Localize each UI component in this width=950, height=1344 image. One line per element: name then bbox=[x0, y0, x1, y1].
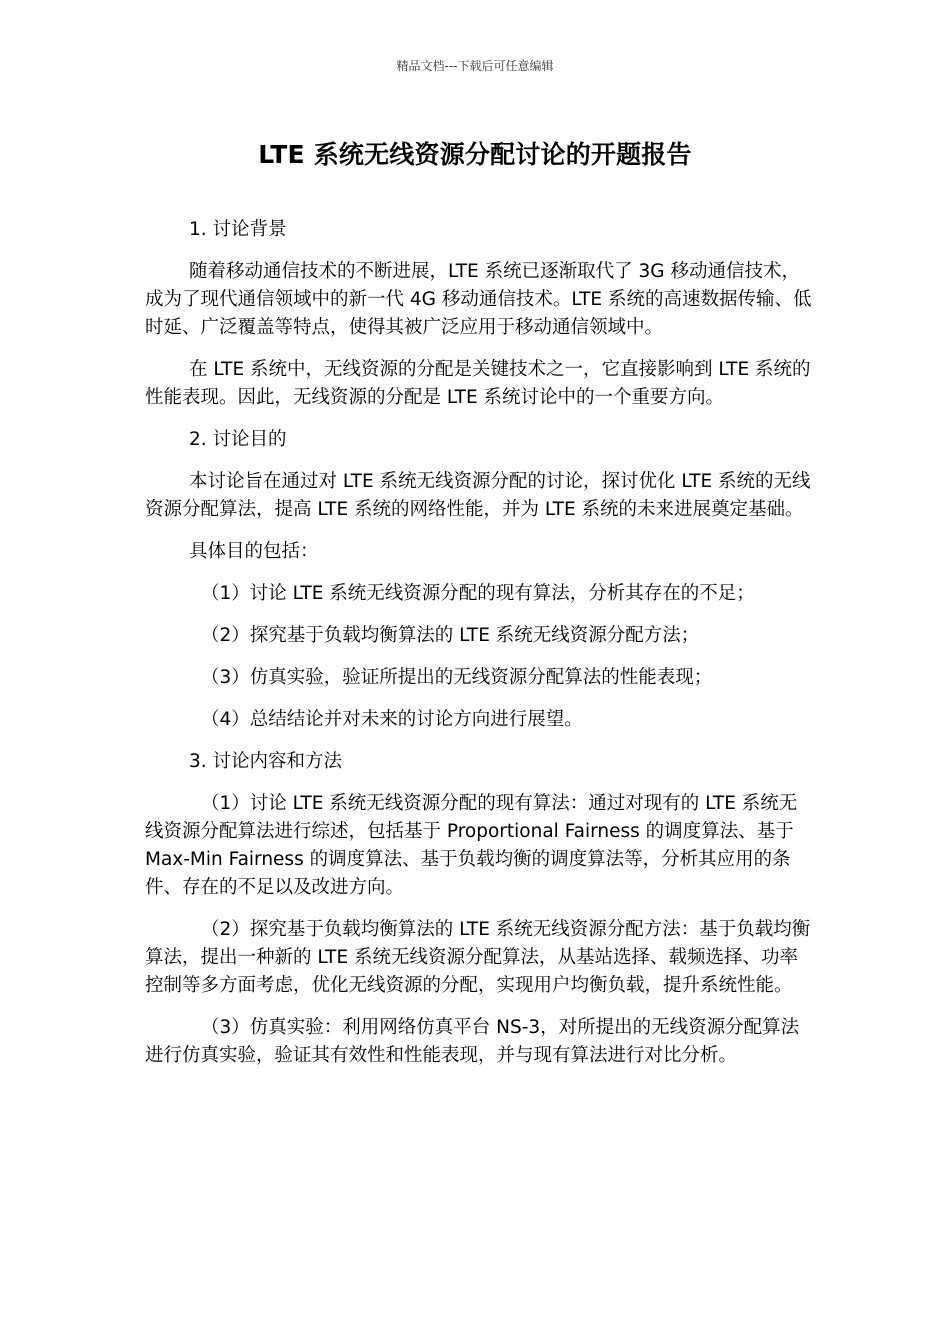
purpose-item-1: （1）讨论 LTE 系统无线资源分配的现有算法，分析其存在的不足； bbox=[201, 583, 755, 604]
purpose-item-4: （4）总结结论并对未来的讨论方向进行展望。 bbox=[201, 709, 583, 730]
paragraph-purpose-1: 本讨论旨在通过对 LTE 系统无线资源分配的讨论，探讨优化 LTE 系统的无线资源分配算法，提高 LTE 系统的网络性能，并为 LTE 系统的未来进展奠定基础。 bbox=[145, 471, 811, 520]
purpose-item-2: （2）探究基于负载均衡算法的 LTE 系统无线资源分配方法； bbox=[201, 625, 700, 646]
paragraph-background-2: 在 LTE 系统中，无线资源的分配是关键技术之一，它直接影响到 LTE 系统的性能表现。因此，无线资源的分配是 LTE 系统讨论中的一个重要方向。 bbox=[145, 359, 811, 408]
document-body bbox=[145, 216, 813, 1084]
method-item-1: （1）讨论 LTE 系统无线资源分配的现有算法：通过对现有的 LTE 系统无线资源分配算法进行综述，包括基于 Proportional Fairness 的调度算法、基于 Max-Min Fairness 的调度算法、基于负载均衡的调度算法等，分析其应用的条件、存在的不足以及改进方向。 bbox=[145, 793, 798, 898]
section-heading-background: 1. 讨论背景 bbox=[189, 219, 287, 240]
document-title: LTE 系统无线资源分配讨论的开题报告 bbox=[258, 140, 692, 169]
method-item-2: （2）探究基于负载均衡算法的 LTE 系统无线资源分配方法：基于负载均衡算法，提出一种新的 LTE 系统无线资源分配算法，从基站选择、载频选择、功率控制等多方面考虑，优化无线资源的分配，实现用户均衡负载，提升系统性能。 bbox=[145, 919, 811, 996]
paragraph-purpose-intro: 具体目的包括： bbox=[189, 541, 319, 562]
method-item-3: （3）仿真实验：利用网络仿真平台 NS-3，对所提出的无线资源分配算法进行仿真实验，验证其有效性和性能表现，并与现有算法进行对比分析。 bbox=[145, 1017, 800, 1066]
page-header: 精品文档---下载后可任意编辑 bbox=[396, 59, 554, 73]
section-heading-purpose: 2. 讨论目的 bbox=[189, 429, 287, 450]
purpose-item-3: （3）仿真实验，验证所提出的无线资源分配算法的性能表现； bbox=[201, 667, 713, 688]
paragraph-background-1: 随着移动通信技术的不断进展，LTE 系统已逐渐取代了 3G 移动通信技术，成为了现代通信领域中的新一代 4G 移动通信技术。LTE 系统的高速数据传输、低时延、广泛覆盖等特点，使得其被广泛应用于移动通信领域中。 bbox=[145, 261, 812, 338]
section-heading-methods: 3. 讨论内容和方法 bbox=[189, 751, 343, 772]
